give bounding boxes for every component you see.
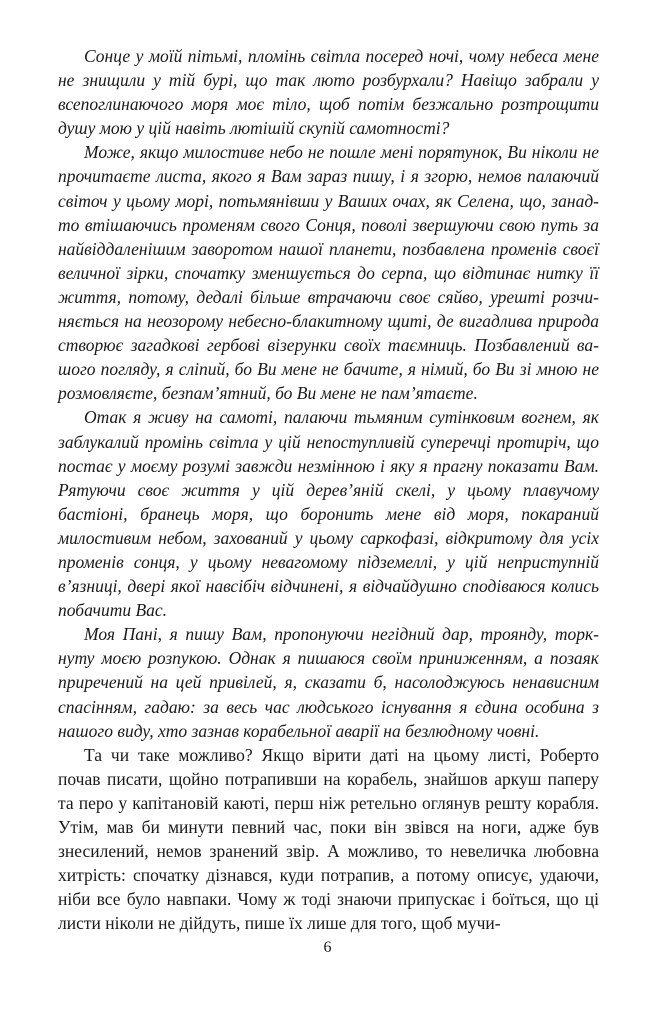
page-number: 6 — [323, 939, 332, 956]
letter-paragraph-3: Отак я живу на самоті, палаючи тьмяним сутінковим вогнем, як заблукалий промінь світла у цій непоступливій суперечці протиріч, що постає у моєму розумі завжди незмінною і яку я прагну показати Вам. Рятуючи своє життя у цій дерев’яній скелі, у цьому плавучому бастіоні, бранець моря, що боронить мене від моря, покараний милостивим небом, захований у цьому саркофазі, відкритому для усіх променів сонця, у цьому невагомому підземеллі, у цій неприступній в’язниці, двері якої навсібіч відчинені, я відчайдушно сподіваюся колись побачити Вас. — [58, 407, 599, 621]
letter-paragraph-2: Може, якщо милостиве небо не пошле мені порятунок, Ви ніколи не прочитаєте листа, якого я Вам зараз пишу, і я згорю, немов палаючий світоч у цьому морі, потьмянівши у Ваших очах, як Селена, що, занадто втішаючись променям свого Сонця, поволі звершуючи свою путь за найвіддаленішим завоpотом нашої планети, позбавлена променів своєї величної зірки, спочатку зменшується до серпа, що відтинає нитку її життя, потому, дедалі більше втрачаючи своє сяйво, урешті розчиняється на неозорому небесно-блакитному щиті, де вигадлива природа створює загадкові гербові візерунки своїх таємниць. Позбавлений вашого погляду, я сліпий, бо Ви мене не бачите, я німий, бо Ви зі мною не розмовляєте, безпам’ятний, бо Ви мене не пам’ятаєте. — [58, 142, 599, 404]
narrative-paragraph: Та чи таке можливо? Якщо вірити даті на цьому листі, Роберто почав писати, щойно потрапивши на корабель, знайшов аркуш паперу та перо у капітановій каюті, перш ніж ретельно оглянув решту корабля. Утім, мав би минути певний час, поки він звівся на ноги, адже був знесилений, немов зранений звір. А можливо, то невеличка любовна хитрість: спочатку дізнався, куди потрапив, а потому описує, удаючи, ніби все було навпаки. Чому ж тоді знаючи припускає і боїться, що ці листи ніколи не дійдуть, пише їх лише для того, щоб мучи- — [58, 744, 599, 934]
letter-paragraph-1: Сонце у моїй пітьмі, пломінь світла посеред ночі, чому небеса мене не знищили у тій бурі, що так люто розбурхали? Навіщо забрали у всепоглинаючого моря моє тіло, щоб потім безжально розтрощити душу мою у цій навіть лютішій скупій самотності? — [58, 46, 599, 139]
letter-paragraph-4: Моя Пані, я пишу Вам, пропонуючи негідний дар, троянду, торкнуту моєю розпукою. Однак я пишаюся своїм приниженням, а позаяк приречений на цей привілей, я, сказати б, насолоджуюсь ненависним спасінням, гадаю: за весь час людського існування я єдина особина з нашого виду, хто зазнав корабельної аварії на безлюдному човні. — [58, 624, 599, 741]
body-text — [58, 44, 599, 935]
